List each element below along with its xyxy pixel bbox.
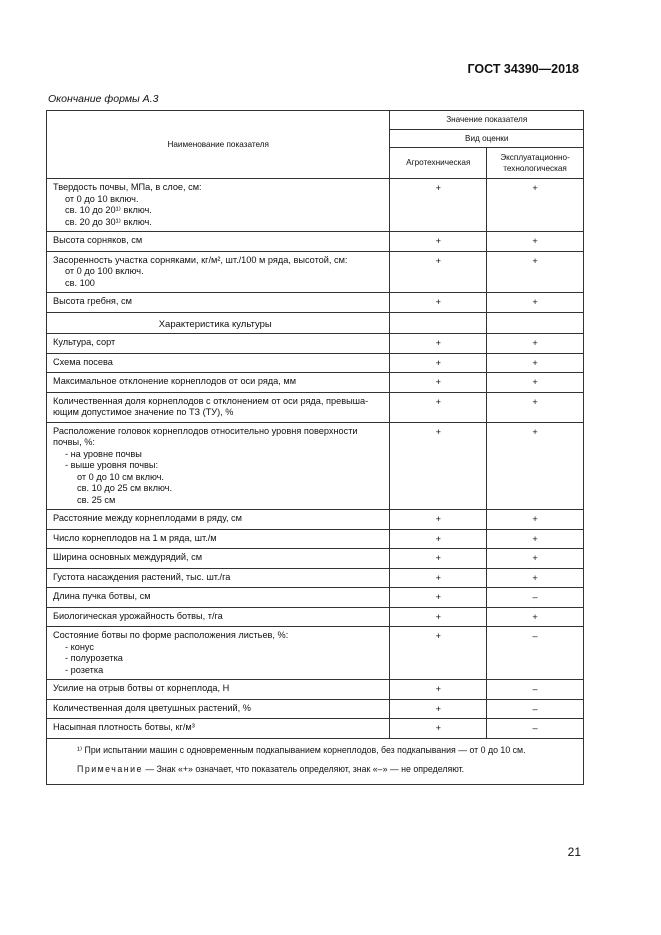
header-indicator-value: Значение показателя: [390, 111, 584, 130]
header-agrotechnical: Агротехническая: [390, 148, 487, 179]
indicator-table: [46, 110, 584, 785]
footnote-row: [47, 738, 584, 784]
header-evaluation-kind: Вид оценки: [390, 129, 584, 148]
table-row: Расположение головок корнеплодов относительно уровня поверхности почвы, %: - на уровне почвы - выше уровня почвы: от 0 до 10 см включ. св. 10 до 25 см включ. св. 25 см + +: [47, 422, 584, 510]
table-row: Количественная доля корнеплодов с отклонением от оси ряда, превыша- ющим допустимое значение по ТЗ (ТУ), % + +: [47, 392, 584, 422]
section-row: Характеристика культуры: [47, 312, 584, 334]
table-row: Максимальное отклонение корнеплодов от оси ряда, мм + +: [47, 373, 584, 393]
table-row: Расстояние между корнеплодами в ряду, см + +: [47, 510, 584, 530]
table-row: Схема посева + +: [47, 353, 584, 373]
table-row: Ширина основных междурядий, см + +: [47, 549, 584, 569]
table-row: Биологическая урожайность ботвы, т/га + +: [47, 607, 584, 627]
table-header-row: [47, 111, 584, 130]
table-row: Усилие на отрыв ботвы от корнеплода, Н + –: [47, 680, 584, 700]
table-row: Высота сорняков, см + +: [47, 232, 584, 252]
table-row: Густота насаждения растений, тыс. шт./га + +: [47, 568, 584, 588]
note: Примечание — Знак «+» означает, что показатель определяют, знак «–» — не определяют.: [77, 764, 465, 774]
standard-number: ГОСТ 34390—2018: [467, 62, 579, 76]
table-row: Состояние ботвы по форме расположения листьев, %: - конус - полурозетка - розетка + –: [47, 627, 584, 680]
table-row: Длина пучка ботвы, см + –: [47, 588, 584, 608]
page-number: 21: [567, 845, 581, 859]
footnote: ¹⁾ При испытании машин с одновременным подкапыванием корнеплодов, без подкапывания — от 0 до 10 см.: [77, 744, 526, 755]
table-row: Насыпная плотность ботвы, кг/м³ + –: [47, 719, 584, 739]
table-row: Твердость почвы, МПа, в слое, см: от 0 до 10 включ. св. 10 до 20¹⁾ включ. св. 20 до 30¹⁾ включ. + +: [47, 179, 584, 232]
table-row: Культура, сорт + +: [47, 334, 584, 354]
table-row: Высота гребня, см + +: [47, 293, 584, 313]
table-row: Засоренность участка сорняками, кг/м², шт./100 м ряда, высотой, см: от 0 до 100 включ. св. 100 + +: [47, 251, 584, 293]
table-row: Число корнеплодов на 1 м ряда, шт./м + +: [47, 529, 584, 549]
form-caption: Окончание формы А.3: [48, 93, 159, 105]
header-indicator-name: Наименование показателя: [47, 111, 390, 179]
header-operational: Эксплуатационно- технологическая: [487, 148, 584, 179]
table-row: Количественная доля цветушных растений, % + –: [47, 699, 584, 719]
